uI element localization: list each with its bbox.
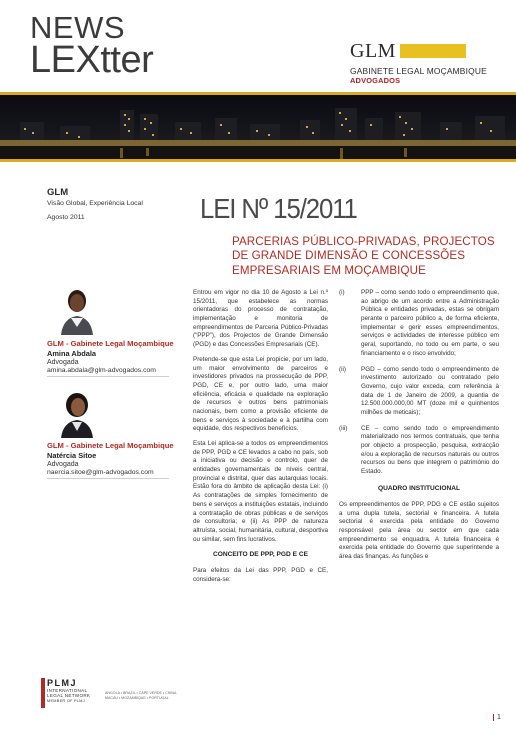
glm-logo-tag: ADVOGADOS xyxy=(350,76,401,85)
list-item-text: CE – como sendo todo o empreendimento materializado nos termos contratuais, que tenha por objecto a prospecção, pesquisa, extracção e/ou a exploração de recursos naturais ou outros recursos ou bens que integrem o património do Estado. xyxy=(361,424,499,476)
newsletter-title-line2: LEXtter xyxy=(30,38,154,81)
paragraph: Os empreendimentos de PPP, PDG e CE estão sujeitos a uma dupla tutela, sectorial e financeira. A tutela sectorial é exercida pela entidade do Governo responsável pela área ou sector em que cada empreendimento se enquadra. A tutela financeira é exercida pela entidade do Governo que superintende a área das finanças. As funções e xyxy=(339,500,499,560)
contact-firm: GLM - Gabinete Legal Moçambique xyxy=(47,339,174,348)
contact-name: Natércia Sitoe xyxy=(47,451,97,460)
list-item-number: (ii) xyxy=(339,365,346,373)
plmj-countries-line1: ANGOLA • BRAZIL • CAPE VERDE • CHINA xyxy=(105,691,177,695)
glm-logo xyxy=(350,40,487,85)
contact-email-link[interactable]: naercia.sitoe@glm-advogados.com xyxy=(47,469,169,479)
contact-card xyxy=(47,339,197,377)
newsletter-title-line1: NEWS xyxy=(30,10,125,45)
section-heading: QUADRO INSTITUCIONAL xyxy=(377,484,461,492)
plmj-network-line1: INTERNATIONAL xyxy=(47,688,88,693)
sidebar xyxy=(47,187,197,221)
plmj-network-line3: MEMBER OF PLMJ xyxy=(47,698,85,703)
paragraph: Esta Lei aplica-se a todos os empreendimentos de PPP, PGD e CE levados a cabo no país, sob a iniciativa ou decisão e controlo, quer de entidades governamentais de níveis central, provincial e distrital, quer das autarquias locais. Estão fora do âmbito de aplicação desta Lei: (i) As contratações de simples fornecimento de bens e serviços a instituições estatais, incluindo a contratação de obras públicas e de serviços de consultoria; e (ii) As PPP de natureza altruísta, social, humanitária, cultural, desportiva ou similar, sem fins lucrativos. xyxy=(193,440,328,543)
page-number: 1 xyxy=(493,714,501,721)
list-item-text: PGD – como sendo todo o empreendimento de investimento autorizado ou contratado pelo Governo, cujo valor exceda, com referência à data de 1 de Janeiro de 2009, a quantia de 12.500.000.000,00 MT (doze mil e quinhentos milhões de meticais); xyxy=(361,365,499,416)
list-item-text: PPP – como sendo todo o empreendimento que, ao abrigo de um acordo entre a Administração Pública e entidades privadas, estas se obrigam perante o parceiro público a, de forma eficiente, implementar e gerir esses empreendimentos, serviços e actividades de interesse público em geral, suportando, no todo ou em parte, o seu financiamento e o risco envolvido; xyxy=(361,289,499,357)
sidebar-org: GLM xyxy=(47,187,69,198)
contact-email-link[interactable]: amina.abdala@glm-advogados.com xyxy=(47,367,169,377)
list-item-number: (iii) xyxy=(339,424,348,432)
plmj-countries-line2: MACAU • MOZAMBIQUE • PORTUGAL xyxy=(105,695,169,700)
sidebar-tagline: Visão Global, Experiência Local xyxy=(47,200,143,207)
skyline-image xyxy=(0,92,516,162)
article-column-1 xyxy=(193,289,328,591)
contact-name: Amina Abdala xyxy=(47,349,97,358)
plmj-network-logo xyxy=(47,678,177,703)
newsletter-title xyxy=(30,10,154,81)
avatar xyxy=(55,388,99,438)
list-item-number: (i) xyxy=(339,289,345,296)
paragraph: Pretende-se que esta Lei propicie, por um lado, um maior envolvimento de parceiros e investidores privados na prossecução de PPP, PGD, CE e, por outro lado, uma maior eficiência, eficácia e qualidade na exploração de recursos e outros bens patrimoniais nacionais, bem como a provisão eficiente de bens e serviços à sociedade e à partilha com equidade, dos respectivos benefícios. xyxy=(193,355,328,433)
plmj-accent-bar xyxy=(41,678,45,708)
contact-firm: GLM - Gabinete Legal Moçambique xyxy=(47,441,174,450)
article-subtitle: PARCERIAS PÚBLICO-PRIVADAS, PROJECTOS DE GRANDE DIMENSÃO E CONCESSÕES EMPRESARIAIS EM MOÇAMBIQUE xyxy=(232,235,495,277)
glm-logo-abbr: GLM xyxy=(350,40,396,62)
law-title: LEI Nº 15/2011 xyxy=(200,193,357,224)
paragraph: Para efeitos da Lei das PPP, PGD e CE, considera-se: xyxy=(193,567,328,584)
plmj-brand: PLMJ xyxy=(47,678,78,688)
paragraph: Entrou em vigor no dia 10 de Agosto a Lei n.º 15/2011, que estabelece as normas orientadoras do processo de contratação, implementação e monitoria de empreendimentos de Parceria Público-Privadas (“PPP”), dos Projectos de Grande Dimensão (PGD) e das Concessões Empresariais (CE). xyxy=(193,289,328,349)
plmj-countries xyxy=(105,691,176,700)
avatar xyxy=(55,285,99,335)
plmj-network-line2: LEGAL NETWORK xyxy=(47,693,91,699)
glm-logo-name: GABINETE LEGAL MOÇAMBIQUE xyxy=(350,66,487,76)
list-item xyxy=(339,366,499,418)
banner-bottom-rule xyxy=(0,159,516,162)
contact-role: Advogada xyxy=(47,359,79,366)
contact-card xyxy=(47,441,197,479)
list-item xyxy=(339,425,499,477)
issue-date: Agosto 2011 xyxy=(47,214,85,221)
banner-top-rule xyxy=(0,92,516,95)
list-item xyxy=(339,289,499,359)
section-heading: CONCEITO DE PPP, PGD E CE xyxy=(212,551,309,559)
glm-logo-bar xyxy=(400,44,466,58)
contact-role: Advogada xyxy=(47,461,79,468)
city-skyline-banner xyxy=(0,92,516,162)
article-column-2 xyxy=(339,289,499,568)
masthead xyxy=(0,0,516,92)
